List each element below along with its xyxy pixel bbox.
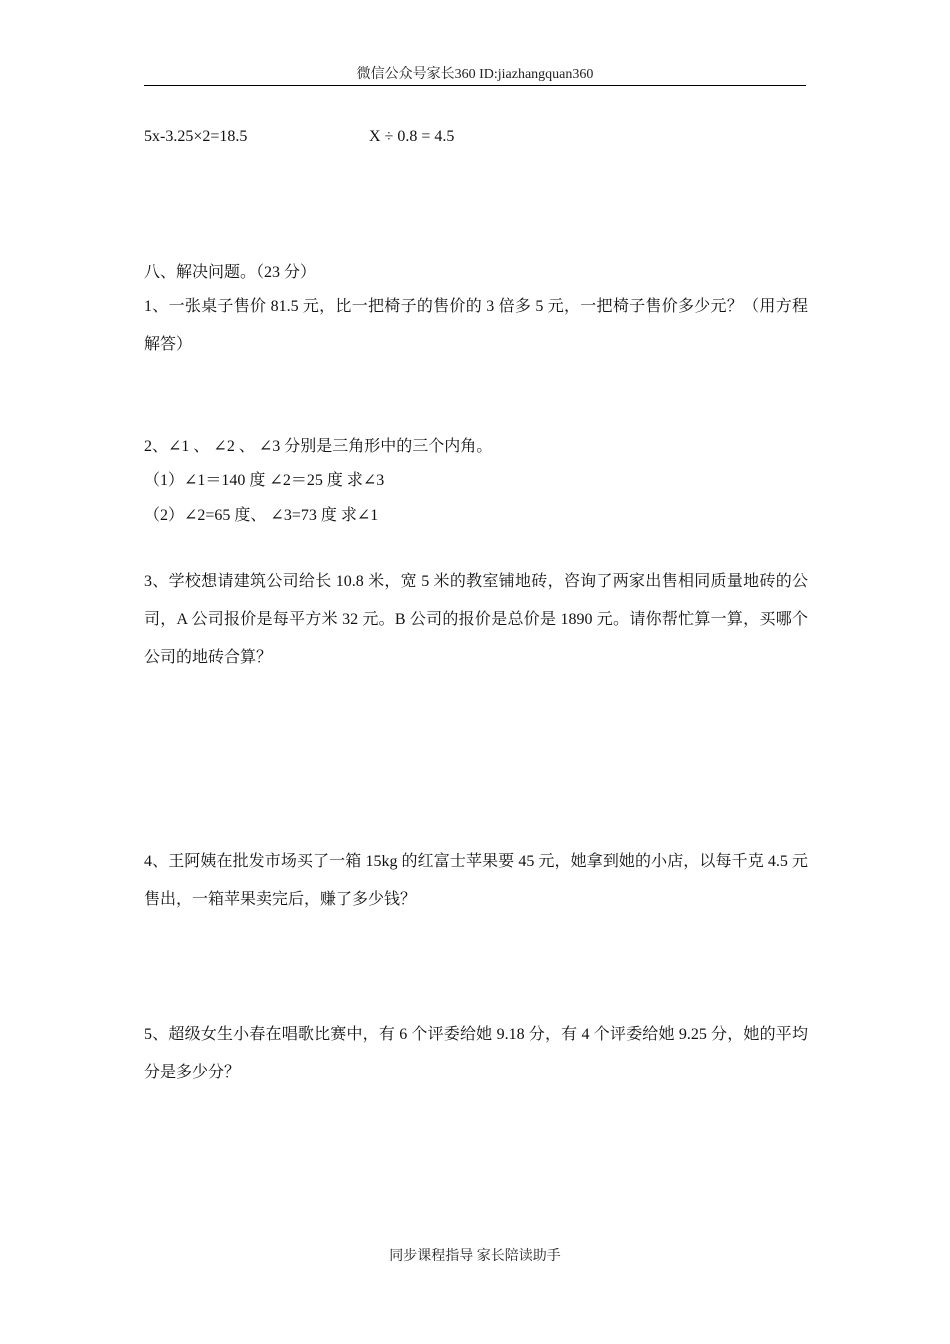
problem-2-part-2: （2）∠2=65 度、 ∠3=73 度 求∠1 bbox=[144, 507, 379, 524]
problem-2-intro: 2、∠1 、 ∠2 、 ∠3 分别是三角形中的三个内角。 bbox=[144, 438, 493, 455]
header-divider bbox=[144, 85, 806, 86]
page-footer: 同步课程指导 家长陪读助手 bbox=[389, 1249, 561, 1264]
equation-right: X ÷ 0.8 = 4.5 bbox=[369, 128, 455, 145]
equation-left: 5x-3.25×2=18.5 bbox=[144, 128, 248, 145]
problem-1: 1、一张桌子售价 81.5 元，比一把椅子的售价的 3 倍多 5 元，一把椅子售价多少元？（用方程解答） bbox=[144, 298, 808, 353]
problem-3: 3、学校想请建筑公司给长 10.8 米，宽 5 米的教室铺地砖，咨询了两家出售相同质量地砖的公司，A 公司报价是每平方米 32 元。B 公司的报价是总价是 1890 元。请你帮忙算一算，买哪个公司的地砖合算？ bbox=[144, 573, 808, 666]
problem-4: 4、王阿姨在批发市场买了一箱 15kg 的红富士苹果要 45 元，她拿到她的小店，以每千克 4.5 元售出，一箱苹果卖完后，赚了多少钱？ bbox=[144, 853, 808, 908]
problem-5: 5、超级女生小春在唱歌比赛中，有 6 个评委给她 9.18 分，有 4 个评委给她 9.25 分，她的平均分是多少分？ bbox=[144, 1026, 808, 1081]
problem-2-part-1: （1）∠1＝140 度 ∠2＝25 度 求∠3 bbox=[144, 472, 385, 489]
page-header: 微信公众号家长360 ID:jiazhangquan360 bbox=[356, 67, 594, 82]
section-title: 八、解决问题。（23 分） bbox=[144, 264, 317, 281]
